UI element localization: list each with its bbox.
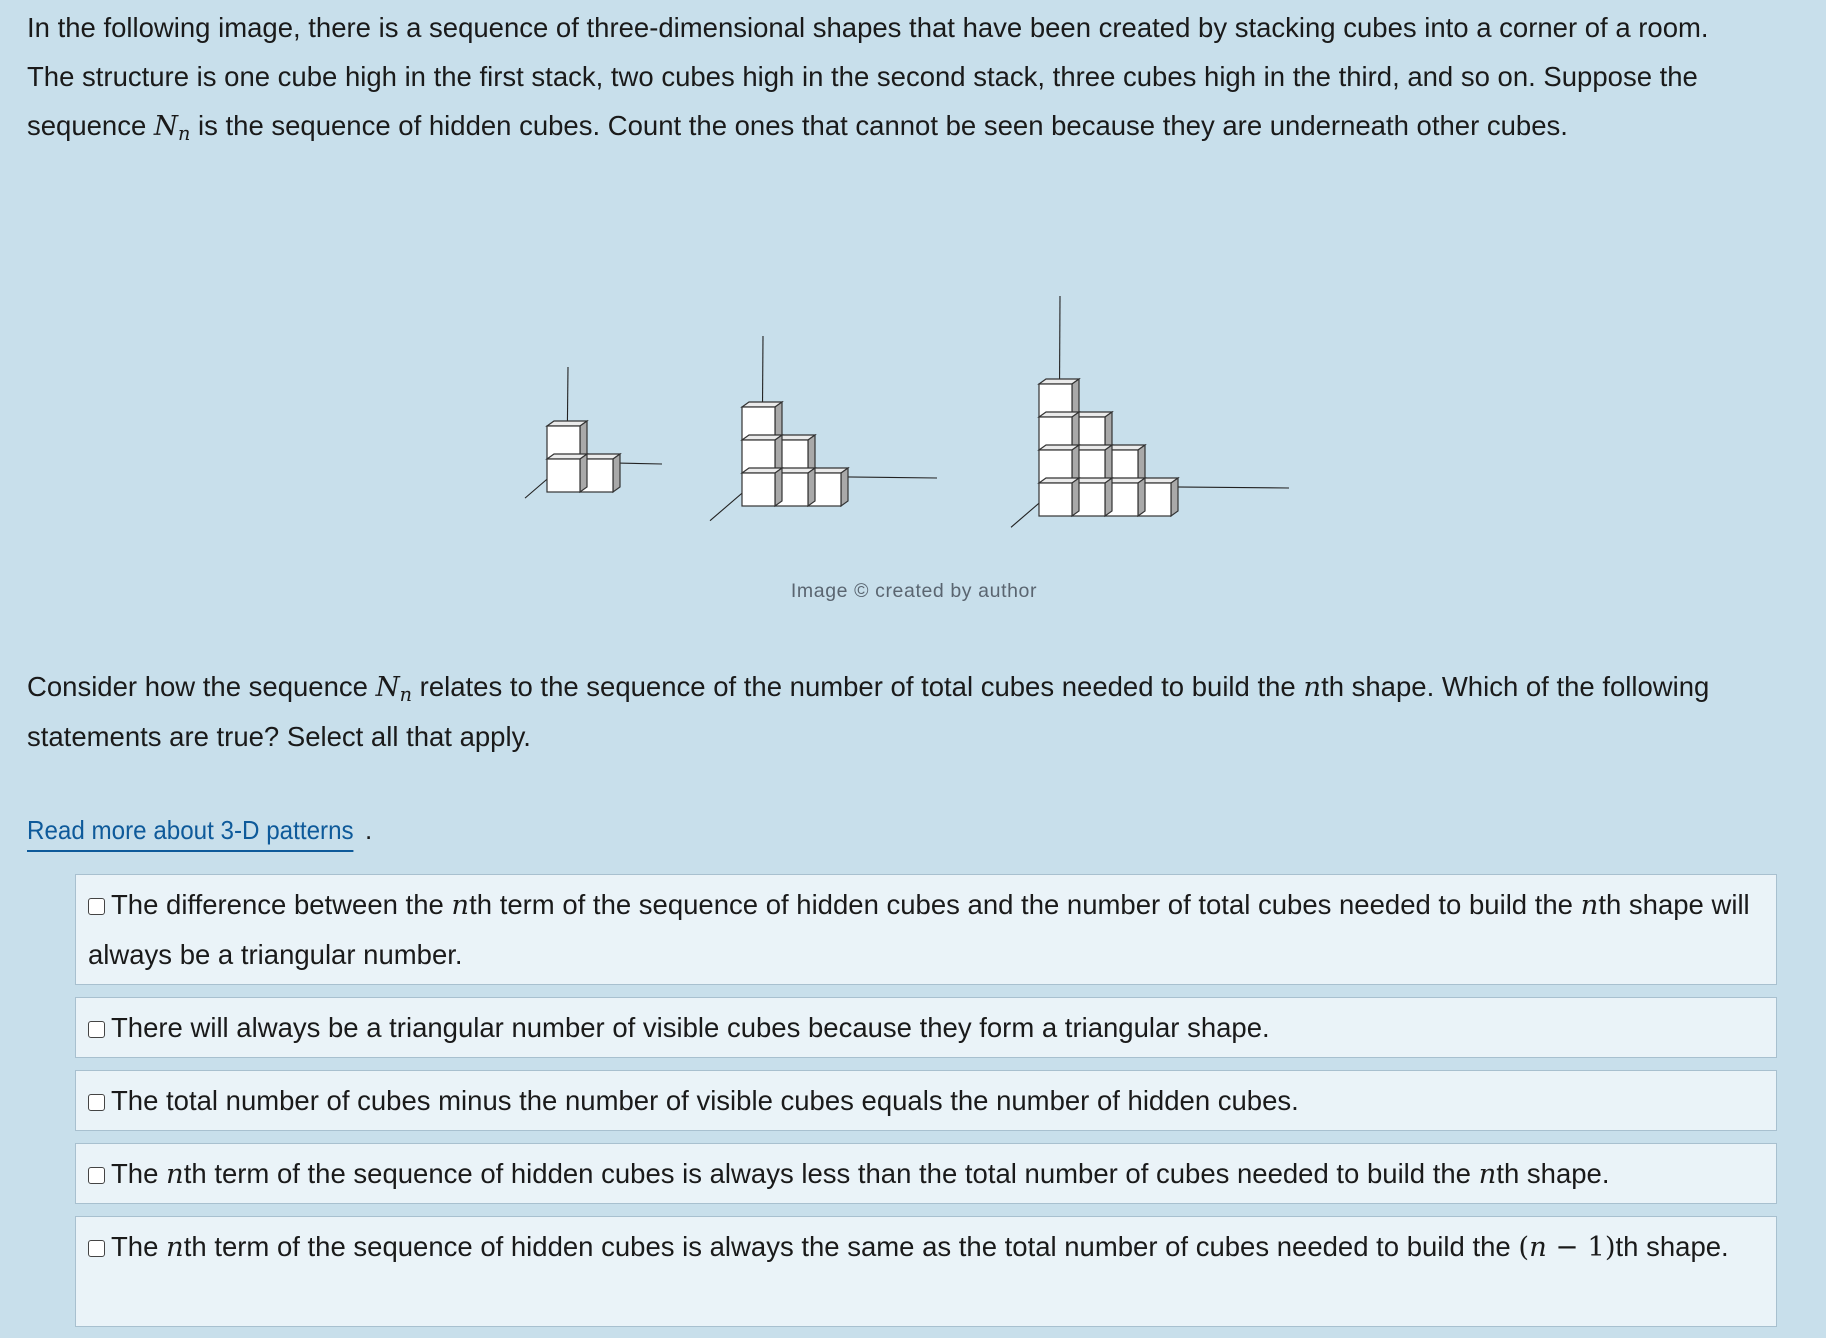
- intro-var-sub: n: [177, 121, 191, 145]
- option-5[interactable]: [75, 1216, 1777, 1327]
- intro-text-1: In the following image, there is a sequence of three-dimensional shapes that have been created by stacking cubes into a corner of a room. The structure is one cube high in the first stack, two cubes high in the second stack, three cubes high in the third, and so on. Suppose the sequence: [27, 12, 1709, 141]
- read-more-link[interactable]: Read more about 3-D patterns: [27, 812, 354, 852]
- read-more-period: .: [365, 815, 373, 845]
- cube-side-face: [808, 435, 815, 473]
- cube-side-face: [775, 468, 782, 506]
- cube-side-face: [1072, 379, 1079, 417]
- option-5-text-2: th term of the sequence of hidden cubes is always the same as the total number of cubes needed to build the: [183, 1231, 1519, 1262]
- option-4-text-3: th shape.: [1496, 1158, 1610, 1189]
- cube-side-face: [808, 468, 815, 506]
- question-n: n: [1303, 671, 1322, 703]
- intro-paragraph: [27, 3, 1747, 151]
- option-3-checkbox[interactable]: [88, 1094, 105, 1111]
- option-1-text-1: The difference between the: [111, 889, 452, 920]
- cube-side-face: [841, 468, 848, 506]
- cube-side-face: [1138, 445, 1145, 483]
- option-5-expr-n: n: [1529, 1231, 1547, 1263]
- cube-side-face: [1105, 445, 1112, 483]
- option-2-checkbox[interactable]: [88, 1021, 105, 1038]
- question-text-3: th shape. Which of the following statements are true? Select all that apply.: [27, 671, 1710, 752]
- intro-var-base: N: [153, 110, 178, 142]
- cube-side-face: [580, 454, 587, 492]
- option-5-text-1: The: [111, 1231, 167, 1262]
- intro-text-2: is the sequence of hidden cubes. Count the ones that cannot be seen because they are underneath other cubes.: [190, 110, 1568, 141]
- intro-var: [153, 110, 191, 145]
- cube-side-face: [775, 402, 782, 440]
- option-4[interactable]: [75, 1143, 1777, 1204]
- option-3-text: The total number of cubes minus the number of visible cubes equals the number of hidden cubes.: [111, 1085, 1299, 1116]
- option-5-paren: (: [1518, 1231, 1530, 1263]
- image-credit: Image © created by author: [790, 580, 1038, 602]
- question-paragraph: [27, 662, 1747, 761]
- option-4-n1: n: [166, 1158, 184, 1190]
- option-5-expr-rest: − 1): [1546, 1231, 1616, 1263]
- cube-side-face: [580, 421, 587, 459]
- option-4-text-1: The: [111, 1158, 167, 1189]
- option-3[interactable]: [75, 1070, 1777, 1131]
- option-2-text: There will always be a triangular number of visible cubes because they form a triangular shape.: [111, 1012, 1270, 1043]
- cube-side-face: [1072, 445, 1079, 483]
- question-var: [375, 671, 413, 706]
- cube-side-face: [1105, 478, 1112, 516]
- option-4-text-2: th term of the sequence of hidden cubes is always less than the total number of cubes needed to build the: [183, 1158, 1479, 1189]
- cube-side-face: [1171, 478, 1178, 516]
- cube-front-face: [547, 459, 580, 492]
- cube-side-face: [1072, 478, 1079, 516]
- question-text-1: Consider how the sequence: [27, 671, 376, 702]
- cube-stacks-figure: [487, 262, 1387, 562]
- cube-side-face: [1138, 478, 1145, 516]
- option-4-checkbox[interactable]: [88, 1167, 105, 1184]
- option-1-n1: n: [451, 889, 470, 921]
- option-1[interactable]: [75, 874, 1777, 985]
- cube-stacks-image: [487, 262, 1387, 562]
- option-4-n2: n: [1478, 1158, 1497, 1190]
- question-var-base: N: [375, 671, 400, 703]
- option-1-checkbox[interactable]: [88, 898, 105, 915]
- question-var-sub: n: [399, 682, 413, 706]
- cube-side-face: [1105, 412, 1112, 450]
- cube-side-face: [613, 454, 620, 492]
- option-1-n2: n: [1580, 889, 1599, 921]
- cube-front-face: [742, 473, 775, 506]
- cube-side-face: [1072, 412, 1079, 450]
- option-2[interactable]: [75, 997, 1777, 1058]
- option-5-checkbox[interactable]: [88, 1240, 105, 1257]
- cube-side-face: [775, 435, 782, 473]
- option-1-text-2: th term of the sequence of hidden cubes and the number of total cubes needed to build the: [469, 889, 1581, 920]
- cube-front-face: [1039, 483, 1072, 516]
- question-text-2: relates to the sequence of the number of total cubes needed to build the: [412, 671, 1304, 702]
- option-5-n1: n: [166, 1231, 184, 1263]
- option-5-text-3: th shape.: [1615, 1231, 1729, 1262]
- option-1-text-3: th shape will always be a triangular number.: [88, 889, 1750, 970]
